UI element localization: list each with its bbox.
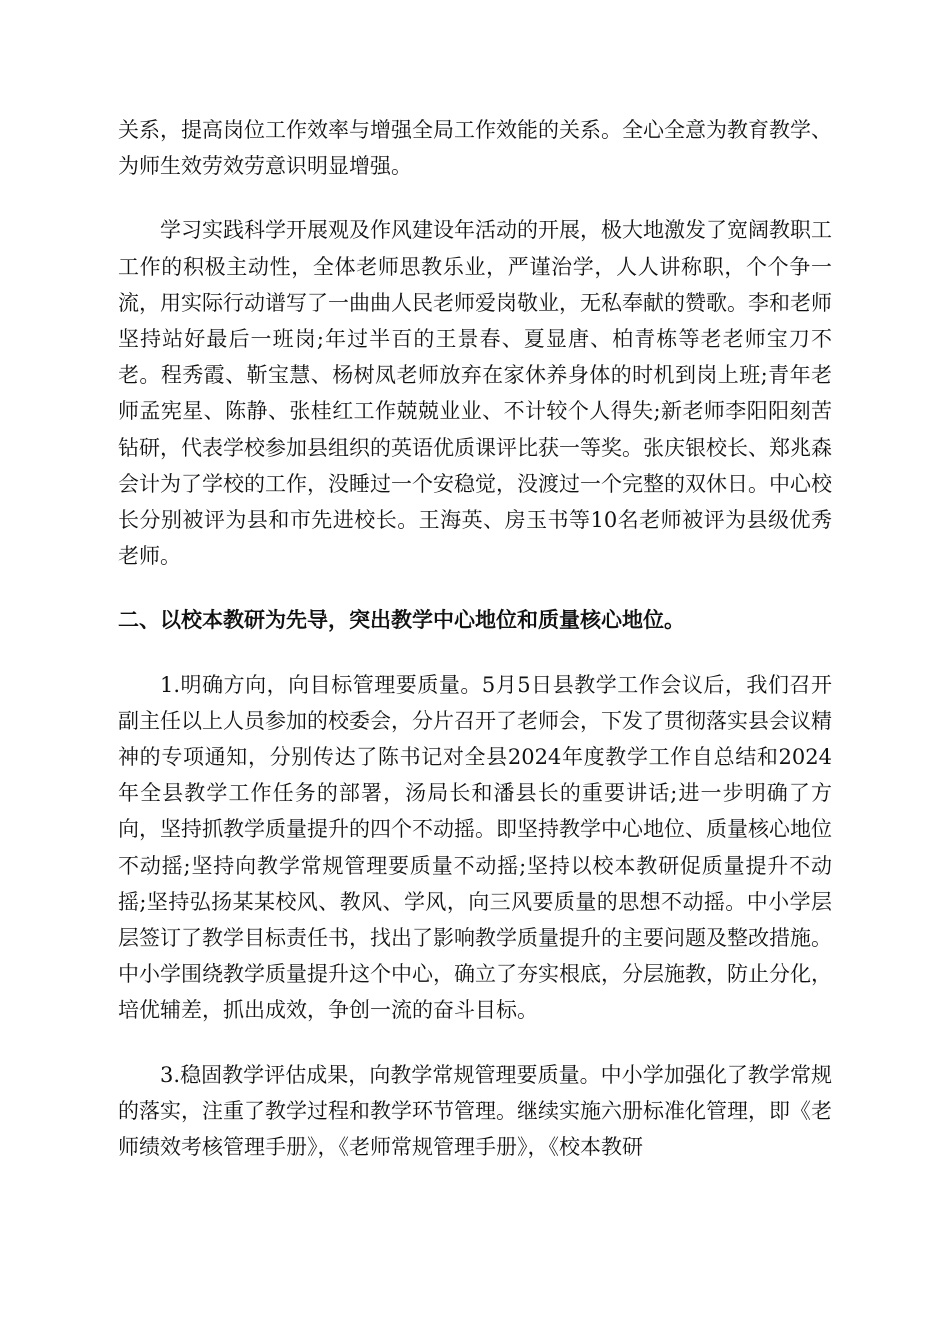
paragraph-teacher-activities: 学习实践科学开展观及作风建设年活动的开展，极大地激发了宽阔教职工工作的积极主动性，全体老师思教乐业，严谨治学，人人讲称职，个个争一流，用实际行动谱写了一曲曲人民老师爱岗敬业，无私奉献的赞歌。李和老师坚持站好最后一班岗;年过半百的王景春、夏显唐、柏青栋等老老师宝刀不老。程秀霞、靳宝慧、杨树凤老师放弃在家休养身体的时机到岗上班;青年老师孟宪星、陈静、张桂红工作兢兢业业、不计较个人得失;新老师李阳阳刻苦钻研，代表学校参加县组织的英语优质课评比获一等奖。张庆银校长、郑兆森会计为了学校的工作，没睡过一个安稳觉，没渡过一个完整的双休日。中心校长分别被评为县和市先进校长。王海英、房玉书等10名老师被评为县级优秀老师。 xyxy=(118,218,832,569)
paragraph-item-1: 1.明确方向，向目标管理要质量。5月5日县教学工作会议后，我们召开副主任以上人员参加的校委会，分片召开了老师会，下发了贯彻落实县会议精神的专项通知，分别传达了陈书记对全县2024年度教学工作自总结和2024年全县教学工作任务的部署，汤局长和潘县长的重要讲话;进一步明确了方向，坚持抓教学质量提升的四个不动摇。即坚持教学中心地位、质量核心地位不动摇;坚持向教学常规管理要质量不动摇;坚持以校本教研促质量提升不动摇;坚持弘扬某某校风、教风、学风，向三风要质量的思想不动摇。中小学层层签订了教学目标责任书，找出了影响教学质量提升的主要问题及整改措施。中小学围绕教学质量提升这个中心，确立了夯实根底，分层施教，防止分化，培优辅差，抓出成效，争创一流的奋斗目标。 xyxy=(118,672,832,1023)
document-body xyxy=(118,112,832,1165)
section-heading-2: 二、以校本教研为先导，突出教学中心地位和质量核心地位。 xyxy=(118,607,685,633)
paragraph-continuation: 关系，提高岗位工作效率与增强全局工作效能的关系。全心全意为教育教学、为师生效劳效劳意识明显增强。 xyxy=(118,118,832,179)
paragraph-item-3: 3.稳固教学评估成果，向教学常规管理要质量。中小学加强化了教学常规的落实，注重了教学过程和教学环节管理。继续实施六册标准化管理，即《老师绩效考核管理手册》，《老师常规管理手册》，《校本教研 xyxy=(118,1062,832,1160)
